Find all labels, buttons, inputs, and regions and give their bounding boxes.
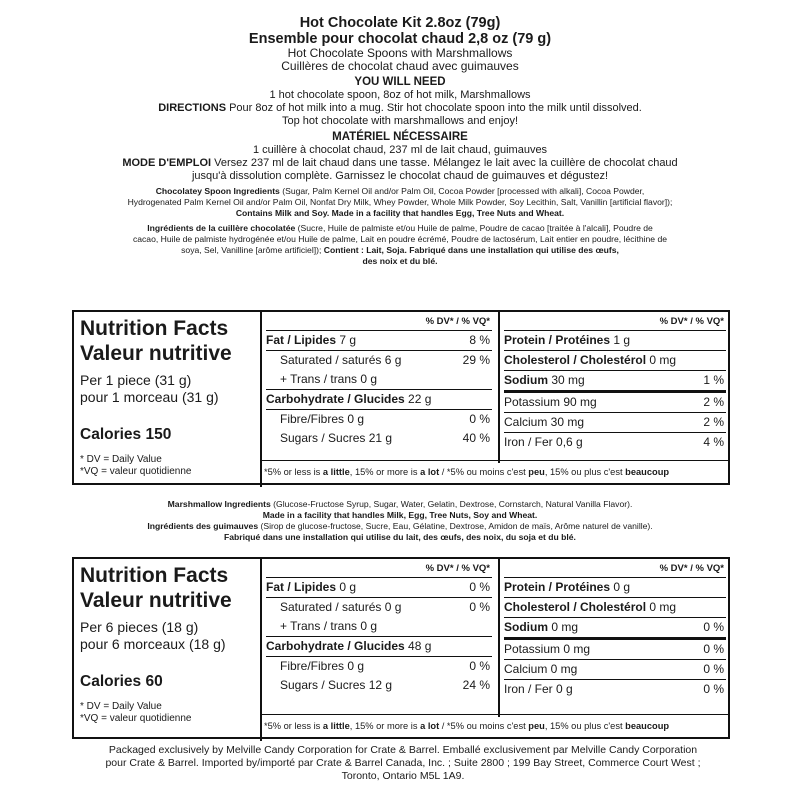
dv-note-en: * DV = Daily Value xyxy=(80,701,162,712)
nutrient-row-iron xyxy=(504,433,726,452)
nutrient-label: Potassium xyxy=(504,642,561,656)
spoon-ingredients-label: Chocolatey Spoon Ingredients xyxy=(155,186,280,196)
footnote-emphasis: beaucoup xyxy=(625,721,670,731)
nutrient-label: Carbohydrate / Glucides xyxy=(266,392,405,406)
nutrient-amount: 0 mg xyxy=(646,353,677,367)
mode-emploi-label: MODE D'EMPLOI xyxy=(122,157,212,169)
serving-size-en: Per 6 pieces (18 g) xyxy=(80,619,199,635)
marshmallow-text-fr: (Sirop de glucose-fructose, Sucre, Eau, Gélatine, Dextrose, Amidon de maïs, Arôme naturel de vanille). xyxy=(258,521,653,531)
calories-label: Calories xyxy=(80,673,142,690)
spoon-ingredients-fr-line-3 xyxy=(60,245,740,256)
marshmallow-ingredients xyxy=(60,499,740,543)
marshmallow-text: (Glucose-Fructose Syrup, Sugar, Water, Gelatin, Dextrose, Cornstarch, Natural Vanilla Flavor). xyxy=(270,499,633,509)
calories xyxy=(80,673,260,691)
directions-text-2: Top hot chocolate with marshmallows and enjoy! xyxy=(281,115,518,127)
marshmallow-line-fr xyxy=(60,521,740,532)
spoon-ingredients-line-2: Hydrogenated Palm Kernel Oil and/or Palm Oil, Nonfat Dry Milk, Whey Powder, Whole Milk Powder, Soy Lecithin, Salt, Vanillin [artificial flavor]); xyxy=(127,197,673,207)
spoon-ingredients-text-1: (Sugar, Palm Kernel Oil and/or Palm Oil, Cocoa Powder [processed with alkali], Cocoa Powder, xyxy=(279,186,645,196)
nutrient-dv: 2 % xyxy=(703,415,724,429)
nutrient-label: Fibre/Fibres xyxy=(280,412,345,426)
subtitle-en: Hot Chocolate Spoons with Marshmallows xyxy=(287,46,513,60)
nutrient-label: Cholesterol / Cholestérol xyxy=(504,353,647,367)
dv-footnote xyxy=(262,714,728,737)
nutrient-amount: 1 g xyxy=(610,333,631,347)
footnote-text: / *5% ou moins c'est xyxy=(439,721,529,731)
nutrient-amount: 12 g xyxy=(365,678,393,692)
nutrient-amount: 90 mg xyxy=(560,395,597,409)
footnote-text: *5% or less is xyxy=(264,467,323,477)
nutrient-row-calcium xyxy=(504,413,726,433)
nutrient-amount: 0 g xyxy=(381,600,402,614)
packaging-footer xyxy=(78,744,728,783)
dv-note-fr: *VQ = valeur quotidienne xyxy=(80,713,192,724)
nutrient-row-potassium xyxy=(504,393,726,413)
nutrient-amount: 0 mg xyxy=(547,662,578,676)
nutrient-label: Fibre/Fibres xyxy=(280,659,345,673)
spoon-ingredients-fr-text-3: soya, Sel, Vanilline [arôme artificiel]); xyxy=(181,245,324,255)
calories-value: 60 xyxy=(145,673,163,690)
nutrition-facts-panel xyxy=(72,310,730,485)
nutrient-label: Sodium xyxy=(504,373,548,387)
nutrient-amount: 0 g xyxy=(610,580,631,594)
spoon-contient-2-text: des noix et du blé. xyxy=(362,256,438,266)
nutrient-column-right xyxy=(504,316,726,452)
nutrient-amount: 22 g xyxy=(404,392,432,406)
nutrition-facts-panel xyxy=(72,557,730,739)
nutrient-label: Cholesterol / Cholestérol xyxy=(504,600,647,614)
title-en: Hot Chocolate Kit 2.8oz (79g) xyxy=(299,15,501,31)
mode-emploi-text-2: jusqu'à dissolution complète. Garnissez le chocolat chaud de guimauves et dégustez! xyxy=(191,170,609,182)
nutrient-label: + Trans / trans xyxy=(280,372,358,386)
nutrient-label: Fat / Lipides xyxy=(266,333,337,347)
nutrition-title-en: Nutrition Facts xyxy=(80,317,229,340)
calories xyxy=(80,426,260,444)
nutrient-amount: 0 g xyxy=(357,372,378,386)
materiel-text: 1 cuillère à chocolat chaud, 237 ml de lait chaud, guimauves xyxy=(252,144,548,156)
nutrient-amount: 0 mg xyxy=(548,620,579,634)
label-header xyxy=(60,15,740,267)
nutrient-row-iron xyxy=(504,680,726,699)
directions-line-1 xyxy=(60,102,740,115)
nutrient-label: Potassium xyxy=(504,395,561,409)
nutrient-label: Calcium xyxy=(504,415,548,429)
nutrient-amount: 48 g xyxy=(404,639,432,653)
dv-column-header: % DV* / % VQ* xyxy=(266,316,492,331)
spoon-contient-2 xyxy=(60,256,740,267)
marshmallow-label: Marshmallow Ingredients xyxy=(167,499,271,509)
nutrient-amount: 0 g xyxy=(336,580,357,594)
nutrient-amount: 7 g xyxy=(336,333,357,347)
nutrient-row-carbohydrate xyxy=(266,390,492,410)
nutrition-title-en: Nutrition Facts xyxy=(80,564,229,587)
nutrient-dv: 8 % xyxy=(469,333,490,347)
footnote-text: , 15% or more is xyxy=(349,467,421,477)
nutrient-dv: 24 % xyxy=(462,678,490,692)
footnote-emphasis: a lot xyxy=(420,467,440,477)
nutrient-row-protein xyxy=(504,331,726,351)
dv-column-header: % DV* / % VQ* xyxy=(504,316,726,331)
spoon-contains xyxy=(60,208,740,219)
calories-label: Calories xyxy=(80,426,142,443)
nutrient-dv: 29 % xyxy=(462,353,490,367)
footnote-text: , 15% ou plus c'est xyxy=(544,721,626,731)
calories-value: 150 xyxy=(145,426,172,443)
nutrient-amount: 0 g xyxy=(344,659,365,673)
footer-line-3: Toronto, Ontario M5L 1A9. xyxy=(341,770,465,782)
spoon-ingredients-line-1 xyxy=(60,186,740,197)
nutrient-dv: 0 % xyxy=(703,642,724,656)
nutrient-column-left xyxy=(266,563,492,695)
nutrient-dv: 0 % xyxy=(703,682,724,696)
nutrition-summary xyxy=(74,559,260,737)
serving-size-fr: pour 1 morceau (31 g) xyxy=(80,389,219,405)
nutrient-row-fat xyxy=(266,331,492,351)
nutrient-dv: 40 % xyxy=(462,431,490,445)
marshmallow-line-1 xyxy=(60,499,740,510)
nutrient-label: + Trans / trans xyxy=(280,619,358,633)
nutrient-row-sugars xyxy=(266,676,492,695)
materiel-heading: MATÉRIEL NÉCESSAIRE xyxy=(332,131,468,143)
nutrient-label: Fat / Lipides xyxy=(266,580,337,594)
subtitle-fr: Cuillères de chocolat chaud avec guimauves xyxy=(281,59,519,73)
nutrient-amount: 0,6 g xyxy=(552,435,583,449)
column-divider xyxy=(498,312,500,463)
dv-note-en: * DV = Daily Value xyxy=(80,454,162,465)
mode-emploi-line-1 xyxy=(60,157,740,170)
marshmallow-facility xyxy=(60,510,740,521)
serving-size-fr: pour 6 morceaux (18 g) xyxy=(80,636,226,652)
nutrient-dv: 0 % xyxy=(469,600,490,614)
footnote-text: / *5% ou moins c'est xyxy=(439,467,529,477)
nutrient-dv: 4 % xyxy=(703,435,724,449)
nutrient-column-right xyxy=(504,563,726,699)
footnote-emphasis: a little xyxy=(322,721,350,731)
footer-line-2: pour Crate & Barrel. Imported by/importé par Crate & Barrel Canada, Inc. ; Suite 2800 ; 199 Bay Street, Commerce Court West ; xyxy=(105,757,701,769)
nutrient-row-calcium xyxy=(504,660,726,680)
marshmallow-label-fr: Ingrédients des guimauves xyxy=(147,521,259,531)
nutrient-dv: 0 % xyxy=(703,620,724,634)
nutrient-dv: 2 % xyxy=(703,395,724,409)
nutrient-row-fibre xyxy=(266,410,492,429)
footnote-emphasis: beaucoup xyxy=(625,467,670,477)
nutrient-dv: 0 % xyxy=(703,662,724,676)
marshmallow-facility-text: Made in a facility that handles Milk, Egg, Tree Nuts, Soy and Wheat. xyxy=(262,510,538,520)
column-divider xyxy=(498,559,500,717)
nutrient-amount: 30 mg xyxy=(547,415,585,429)
nutrient-dv: 0 % xyxy=(469,659,490,673)
nutrient-label: Iron / Fer xyxy=(504,682,553,696)
footnote-emphasis: a lot xyxy=(420,721,440,731)
nutrient-row-fat xyxy=(266,578,492,598)
dv-note-fr: *VQ = valeur quotidienne xyxy=(80,466,192,477)
nutrient-row-saturated xyxy=(266,351,492,370)
you-will-need-heading: YOU WILL NEED xyxy=(354,76,446,88)
nutrient-amount: 0 g xyxy=(344,412,365,426)
nutrient-row-potassium xyxy=(504,640,726,660)
nutrient-row-carbohydrate xyxy=(266,637,492,657)
footnote-text: , 15% ou plus c'est xyxy=(544,467,626,477)
nutrient-dv: 0 % xyxy=(469,412,490,426)
nutrient-amount: 0 mg xyxy=(646,600,677,614)
spoon-ingredients-fr-text-1: (Sucre, Huile de palmiste et/ou Huile de palme, Poudre de cacao [traitée à l'alcali], Poudre de xyxy=(295,223,653,233)
dv-column-header: % DV* / % VQ* xyxy=(504,563,726,578)
nutrient-label: Saturated / saturés xyxy=(280,353,382,367)
nutrient-amount: 21 g xyxy=(365,431,393,445)
nutrient-row-sodium xyxy=(504,371,726,393)
spoon-ingredients-fr-label: Ingrédients de la cuillère chocolatée xyxy=(147,223,296,233)
footnote-text: *5% or less is xyxy=(264,721,323,731)
nutrition-title-fr: Valeur nutritive xyxy=(80,589,232,612)
footer-line-1: Packaged exclusively by Melville Candy Corporation for Crate & Barrel. Emballé exclusivement par Melville Candy Corporation xyxy=(108,744,698,756)
nutrient-row-sodium xyxy=(504,618,726,640)
nutrient-label: Calcium xyxy=(504,662,548,676)
nutrient-amount: 0 mg xyxy=(560,642,591,656)
footnote-emphasis: peu xyxy=(528,721,545,731)
dv-column-header: % DV* / % VQ* xyxy=(266,563,492,578)
nutrient-dv: 0 % xyxy=(469,580,490,594)
marshmallow-facility-fr xyxy=(60,532,740,543)
spoon-ingredients-fr-line-2: cacao, Huile de palmiste hydrogénée et/ou Huile de palme, Lait en poudre écrémé, Poudre de lactosérum, Lait entier en poudre, lécithine de xyxy=(132,234,668,244)
nutrition-title-fr: Valeur nutritive xyxy=(80,342,232,365)
nutrient-row-protein xyxy=(504,578,726,598)
nutrient-label: Protein / Protéines xyxy=(504,333,611,347)
nutrient-row-trans xyxy=(266,370,492,390)
serving-size-en: Per 1 piece (31 g) xyxy=(80,372,192,388)
spoon-ingredients-fr-line-1 xyxy=(60,223,740,234)
nutrient-amount: 30 mg xyxy=(548,373,585,387)
nutrient-dv: 1 % xyxy=(703,373,724,387)
you-will-need-text: 1 hot chocolate spoon, 8oz of hot milk, Marshmallows xyxy=(269,89,531,101)
nutrient-row-saturated xyxy=(266,598,492,617)
footnote-emphasis: a little xyxy=(322,467,350,477)
nutrient-amount: 0 g xyxy=(357,619,378,633)
nutrient-row-cholesterol xyxy=(504,598,726,618)
nutrition-summary xyxy=(74,312,260,483)
directions-label: DIRECTIONS xyxy=(158,102,227,114)
nutrient-amount: 6 g xyxy=(381,353,402,367)
nutrient-row-trans xyxy=(266,617,492,637)
footnote-emphasis: peu xyxy=(528,467,545,477)
spoon-contient: Contient : Lait, Soja. Fabriqué dans une installation qui utilise des œufs, xyxy=(323,245,619,255)
marshmallow-facility-fr-text: Fabriqué dans une installation qui utilise du lait, des œufs, des noix, du soja et du blé. xyxy=(224,532,576,542)
mode-emploi-text-1: Versez 237 ml de lait chaud dans une tasse. Mélangez le lait avec la cuillère de chocolat chaud xyxy=(211,157,678,169)
title-fr: Ensemble pour chocolat chaud 2,8 oz (79 g) xyxy=(248,31,552,47)
nutrient-column-left xyxy=(266,316,492,448)
nutrient-label: Protein / Protéines xyxy=(504,580,611,594)
nutrient-label: Saturated / saturés xyxy=(280,600,382,614)
nutrient-row-fibre xyxy=(266,657,492,676)
directions-text-1: Pour 8oz of hot milk into a mug. Stir hot chocolate spoon into the milk until dissolved. xyxy=(226,102,642,114)
nutrient-label: Carbohydrate / Glucides xyxy=(266,639,405,653)
spoon-contains-text: Contains Milk and Soy. Made in a facility that handles Egg, Tree Nuts and Wheat. xyxy=(235,208,565,218)
nutrient-label: Sodium xyxy=(504,620,548,634)
nutrient-label: Sugars / Sucres xyxy=(280,431,366,445)
nutrient-amount: 0 g xyxy=(552,682,573,696)
nutrient-row-sugars xyxy=(266,429,492,448)
nutrient-row-cholesterol xyxy=(504,351,726,371)
nutrient-label: Iron / Fer xyxy=(504,435,553,449)
nutrient-label: Sugars / Sucres xyxy=(280,678,366,692)
footnote-text: , 15% or more is xyxy=(349,721,421,731)
dv-footnote xyxy=(262,460,728,483)
